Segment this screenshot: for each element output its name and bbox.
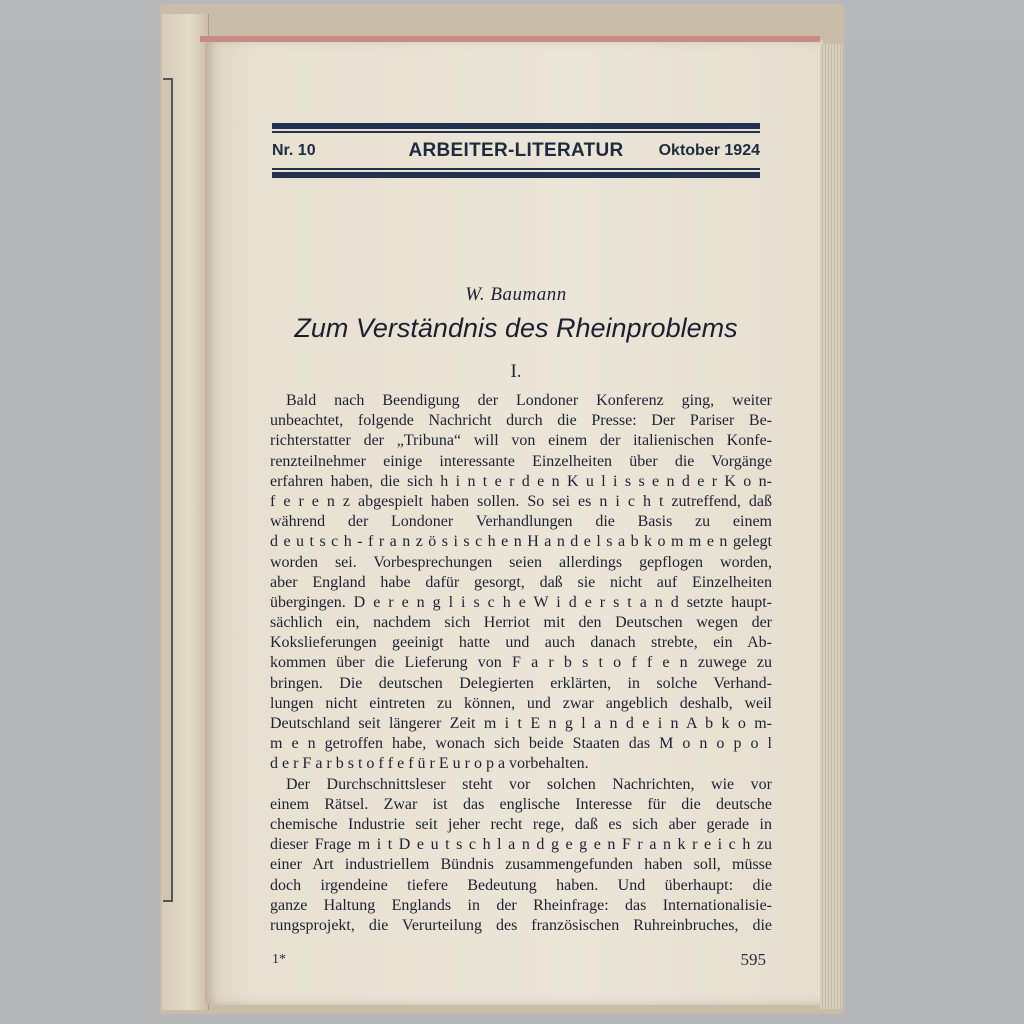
text-line: doch irgendeine tiefere Bedeutung haben. Und überhaupt: die (270, 876, 772, 894)
text-line: dieser Frage m i t D e u t s c h l a n d g e g e n F r a n k r e i c h zu (270, 836, 772, 854)
running-header (272, 138, 760, 166)
text-line: renzteilnehmer einige interessante Einzelheiten über die Vorgänge (270, 452, 772, 470)
text-line: d e r F a r b s t o f f e f ü r E u r o p a vorbehalten. (270, 755, 589, 773)
section-number: I. (510, 361, 522, 382)
text-line: worden sei. Vorbesprechungen seien allerdings gepflogen worden, (270, 553, 772, 571)
text-line: Der Durchschnittsleser steht vor solchen Nachrichten, wie vor (286, 775, 772, 793)
article-title: Zum Verständnis des Rheinproblems (294, 313, 738, 343)
text-line: Kokslieferungen geeinigt hatte und auch danach strebte, ein Ab- (270, 634, 772, 652)
header-rule-thick-bottom (272, 172, 760, 178)
issue-date: Oktober 1924 (658, 142, 760, 159)
text-line: d e u t s c h - f r a n z ö s i s c h e n H a n d e l s a b k o m m e n gelegt (270, 533, 772, 551)
text-line: lungen nicht eintreten zu können, und zwar angeblich deshalb, weil (270, 694, 772, 712)
text-line: Deutschland seit längerer Zeit m i t E n g l a n d e i n A b k o m- (270, 715, 772, 732)
text-line: bringen. Die deutschen Delegierten erklärten, in solche Verhand- (270, 674, 772, 692)
article-body (270, 391, 772, 936)
header-rule-thick-top (272, 123, 760, 129)
header-rule-thin-bottom (272, 168, 760, 170)
text-line: Bald nach Beendigung der Londoner Konferenz ging, weiter (286, 392, 772, 409)
text-line: m e n getroffen habe, wonach sich beide Staaten das M o n o p o l (270, 735, 772, 753)
text-line: richterstatter der „Tribuna“ will von einem der italienischen Konfe- (270, 432, 772, 450)
text-line: übergingen. D e r e n g l i s c h e W i d e r s t a n d setzte haupt- (270, 593, 772, 611)
text-line: einem Rätsel. Zwar ist das englische Interesse für die deutsche (270, 795, 772, 813)
text-line: kommen über die Lieferung von F a r b s t o f f e n zuwege zu (270, 654, 772, 672)
page-number: 595 (740, 950, 766, 969)
signature-mark: 1* (272, 952, 286, 967)
text-line: ganze Haltung Englands in der Rheinfrage: das Internationalisie- (270, 896, 772, 914)
page-edges (820, 44, 842, 1009)
text-line: während der Londoner Verhandlungen die Basis zu einem (270, 513, 772, 531)
text-line: rungsprojekt, die Verurteilung des französischen Ruhreinbruches, die (270, 916, 772, 934)
header-rule-thin-top (272, 131, 760, 133)
cover-edge (200, 36, 820, 42)
text-line: aber England habe dafür gesorgt, daß sie nicht auf Einzelheiten (270, 573, 772, 591)
article-author: W. Baumann (465, 284, 567, 305)
text-line: chemische Industrie seit jeher recht rege, daß es sich aber gerade in (270, 815, 772, 833)
text-line: sächlich ein, nachdem sich Herriot mit den Deutschen wegen der (270, 614, 772, 632)
journal-title: ARBEITER-LITERATUR (408, 140, 624, 161)
text-line: unbeachtet, folgende Nachricht durch die Presse: Der Pariser Be- (270, 412, 772, 430)
text-line: erfahren haben, die sich h i n t e r d e n K u l i s s e n d e r K o n- (270, 472, 772, 490)
left-page-frame (163, 78, 173, 902)
issue-number: Nr. 10 (272, 142, 316, 159)
text-line: einer Art industriellem Bündnis zusammengefunden haben soll, müsse (270, 856, 772, 874)
text-line: f e r e n z abgespielt haben sollen. So sei es n i c h t zutreffend, daß (270, 492, 772, 510)
